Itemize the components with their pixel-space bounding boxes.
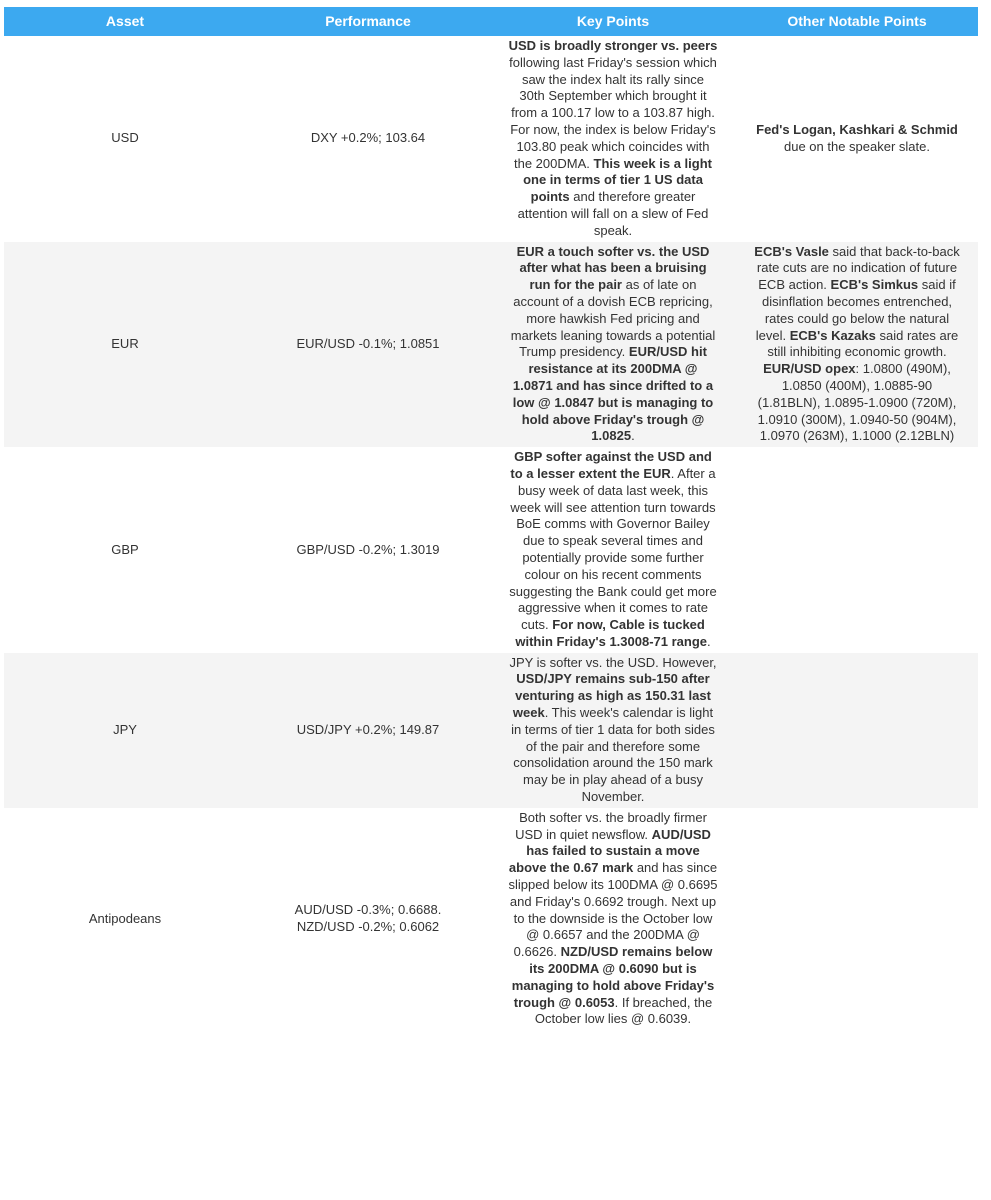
performance-cell	[246, 447, 490, 653]
other-notable-points-cell	[736, 447, 978, 653]
key-points-cell	[490, 36, 736, 242]
performance-line: NZD/USD -0.2%; 0.6062	[296, 919, 440, 935]
performance-cell	[246, 653, 490, 808]
asset-cell: GBP	[4, 447, 246, 653]
text-run: JPY is softer vs. the USD. However,	[509, 654, 717, 670]
other-notable-points-cell	[736, 653, 978, 808]
bold-text: NZD/USD remains below its 200DMA @ 0.6090 but is managing to hold above Friday's trough @ 0.6053	[511, 944, 715, 1010]
text-run: said that back-to-back rate cuts are no indication of future ECB action.	[756, 243, 960, 293]
fx-summary-table	[4, 7, 978, 1030]
asset-cell: JPY	[4, 653, 246, 808]
bold-text: GBP softer against the USD and to a lesser extent the EUR	[510, 449, 712, 481]
text-run: and therefore greater attention will fall on a slew of Fed speak.	[517, 189, 709, 238]
other-notable-text	[752, 244, 962, 446]
bold-text: AUD/USD has failed to sustain a move above the 0.67 mark	[508, 826, 711, 876]
key-points-text	[508, 655, 718, 806]
table-row	[4, 447, 978, 653]
key-points-cell	[490, 653, 736, 808]
text-run: . This week's calendar is light in terms of tier 1 data for both sides of the pair and therefore some consolidation around the 150 mark may be in play ahead of a busy November.	[511, 705, 715, 805]
text-run: due on the speaker slate.	[784, 138, 930, 154]
other-notable-text	[752, 122, 962, 156]
header-row	[4, 7, 978, 36]
table-row	[4, 808, 978, 1030]
performance-line: USD/JPY +0.2%; 149.87	[296, 721, 440, 737]
header-asset: Asset	[4, 7, 246, 36]
performance-cell	[246, 242, 490, 448]
performance-line: GBP/USD -0.2%; 1.3019	[296, 541, 440, 557]
bold-text: Fed's Logan, Kashkari & Schmid	[756, 121, 958, 137]
header-other-notable-points: Other Notable Points	[736, 7, 978, 36]
key-points-cell	[490, 808, 736, 1030]
bold-text: EUR/USD opex	[763, 361, 856, 377]
key-points-cell	[490, 447, 736, 653]
bold-text: This week is a light one in terms of tier 1 US data points	[523, 155, 712, 205]
key-points-text	[508, 38, 718, 240]
text-run: said rates are still inhibiting economic growth.	[767, 327, 959, 360]
header-key-points: Key Points	[490, 7, 736, 36]
other-notable-points-cell	[736, 242, 978, 448]
bold-text: EUR a touch softer vs. the USD after what has been a bruising run for the pair	[516, 243, 710, 293]
bold-text: ECB's Vasle	[754, 243, 829, 259]
asset-cell: Antipodeans	[4, 808, 246, 1030]
other-notable-points-cell	[736, 36, 978, 242]
bold-text: ECB's Simkus	[830, 277, 919, 293]
bold-text: USD is broadly stronger vs. peers	[508, 38, 718, 53]
table-body	[4, 36, 978, 1030]
key-points-cell	[490, 242, 736, 448]
table-row	[4, 36, 978, 242]
key-points-text	[508, 244, 718, 446]
bold-text: For now, Cable is tucked within Friday's 1.3008-71 range	[515, 617, 708, 649]
text-run: : 1.0800 (490M), 1.0850 (400M), 1.0885-90 (1.81BLN), 1.0895-1.0900 (720M), 1.0910 (300M), 1.0940-50 (904M), 1.0970 (263M), 1.1000 (2.12BLN)	[757, 361, 957, 444]
table-row	[4, 242, 978, 448]
key-points-text	[508, 810, 718, 1028]
text-run: . If breached, the October low lies @ 0.6039.	[534, 994, 713, 1027]
text-run: .	[707, 633, 711, 649]
text-run: .	[631, 428, 635, 444]
asset-cell: EUR	[4, 242, 246, 448]
key-points-text	[508, 449, 718, 651]
performance-line: EUR/USD -0.1%; 1.0851	[296, 335, 440, 351]
performance-cell	[246, 808, 490, 1030]
text-run: said if disinflation becomes entrenched, rates could go below the natural level.	[755, 277, 956, 343]
text-run: as of late on account of a dovish ECB repricing, more hawkish Fed pricing and markets leaning towards a potential Trump presidency.	[510, 277, 716, 360]
bold-text: EUR/USD hit resistance at its 200DMA @ 1.0871 and has since drifted to a low @ 1.0847 but is managing to hold above Friday's trough @ 1.0825	[512, 344, 714, 444]
performance-cell	[246, 36, 490, 242]
header-performance: Performance	[246, 7, 490, 36]
asset-cell: USD	[4, 36, 246, 242]
text-run: and has since slipped below its 100DMA @ 0.6695 and Friday's 0.6692 trough. Next up to the downside is the October low @ 0.6657 and the 200DMA @ 0.6626.	[508, 860, 718, 960]
performance-line: DXY +0.2%; 103.64	[310, 130, 426, 146]
text-run: Both softer vs. the broadly firmer USD in quiet newsflow.	[515, 809, 707, 842]
bold-text: USD/JPY remains sub-150 after venturing as high as 150.31 last week	[512, 671, 711, 721]
table-row	[4, 653, 978, 808]
text-run: following last Friday's session which saw the index halt its rally since 30th September which brought it from a 100.17 low to a 103.87 high. For now, the index is below Friday's 103.80 peak which coincides with the 200DMA.	[509, 54, 717, 171]
other-notable-points-cell	[736, 808, 978, 1030]
text-run: . After a busy week of data last week, this week will see attention turn towards BoE comms with Governor Bailey due to speak several times and potentially provide some further colour on his recent comments suggesting the Bank could get more aggressive when it comes to rate cuts.	[509, 465, 717, 633]
performance-line: AUD/USD -0.3%; 0.6688.	[294, 902, 442, 918]
bold-text: ECB's Kazaks	[789, 327, 876, 343]
